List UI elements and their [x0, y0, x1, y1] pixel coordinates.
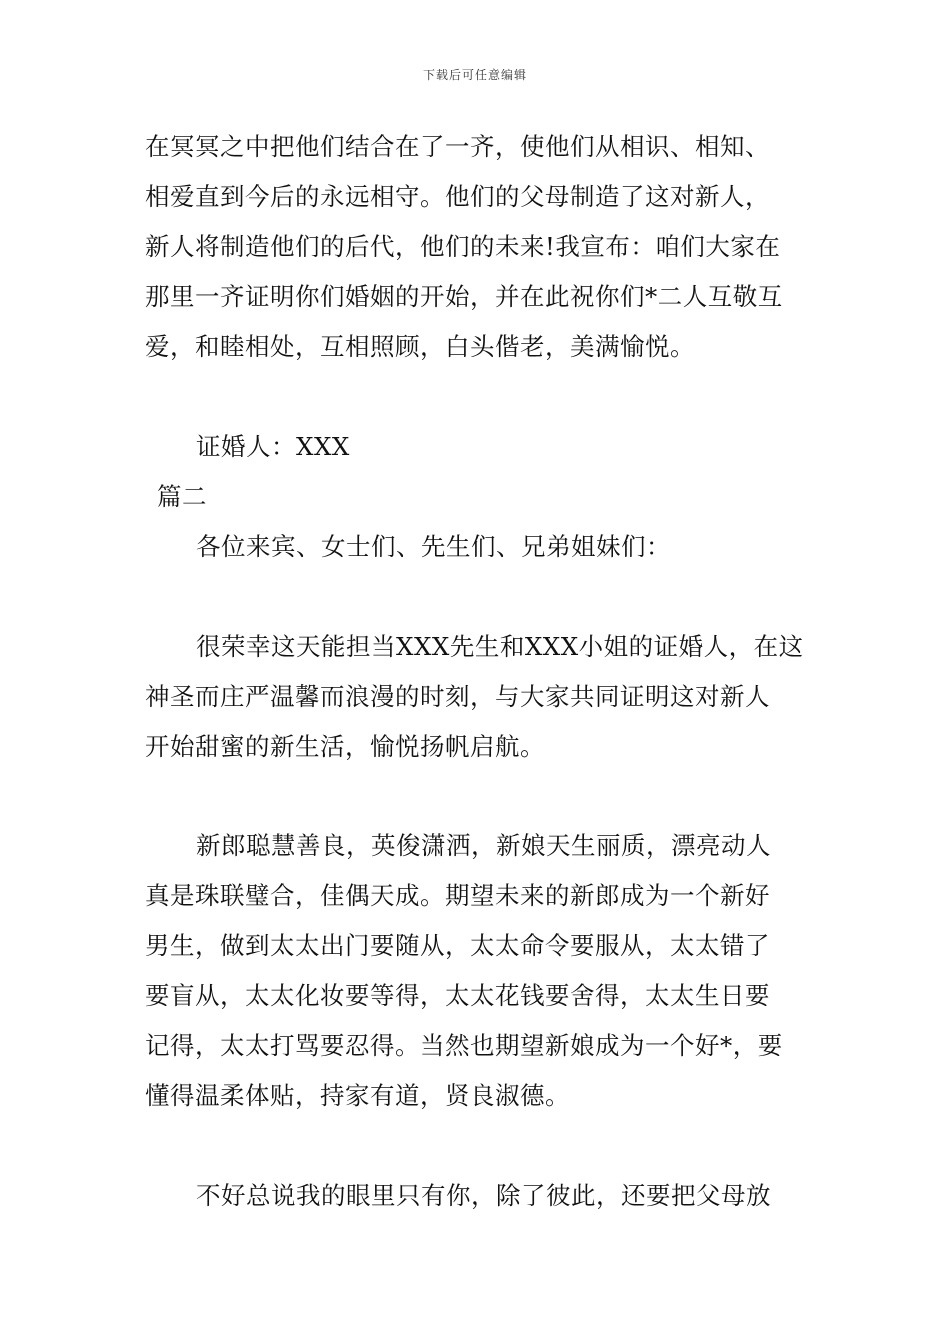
text-line: 真是珠联璧合，佳偶天成。期望未来的新郎成为一个新好 — [145, 881, 770, 910]
text-line: 男生，做到太太出门要随从，太太命令要服从，太太错了 — [145, 931, 770, 960]
signature-line: 证婚人：XXX — [196, 432, 350, 461]
text-line: 很荣幸这天能担当XXX先生和XXX小姐的证婚人，在这 — [196, 632, 804, 661]
section-title: 篇二 — [157, 482, 207, 511]
text-line: 记得，太太打骂要忍得。当然也期望新娘成为一个好*，要 — [145, 1031, 783, 1060]
text-line: 爱，和睦相处，互相照顾，白头偕老，美满愉悦。 — [145, 332, 695, 361]
text-line: 那里一齐证明你们婚姻的开始，并在此祝你们*二人互敬互 — [145, 282, 783, 311]
page-header: 下载后可任意编辑 — [422, 68, 527, 82]
text-line: 相爱直到今后的永远相守。他们的父母制造了这对新人， — [145, 182, 770, 211]
text-line: 开始甜蜜的新生活，愉悦扬帆启航。 — [145, 732, 545, 761]
greeting-line: 各位来宾、女士们、先生们、兄弟姐妹们： — [196, 532, 671, 561]
text-line: 懂得温柔体贴，持家有道，贤良淑德。 — [145, 1081, 570, 1110]
text-line: 新郎聪慧善良，英俊潇洒，新娘天生丽质，漂亮动人 — [196, 831, 771, 860]
text-line: 要盲从，太太化妆要等得，太太花钱要舍得，太太生日要 — [145, 981, 770, 1010]
text-line: 在冥冥之中把他们结合在了一齐，使他们从相识、相知、 — [145, 132, 770, 161]
text-line: 不好总说我的眼里只有你，除了彼此，还要把父母放 — [196, 1181, 771, 1210]
text-line: 神圣而庄严温馨而浪漫的时刻，与大家共同证明这对新人 — [145, 682, 770, 711]
text-line: 新人将制造他们的后代，他们的未来!我宣布：咱们大家在 — [145, 232, 781, 261]
